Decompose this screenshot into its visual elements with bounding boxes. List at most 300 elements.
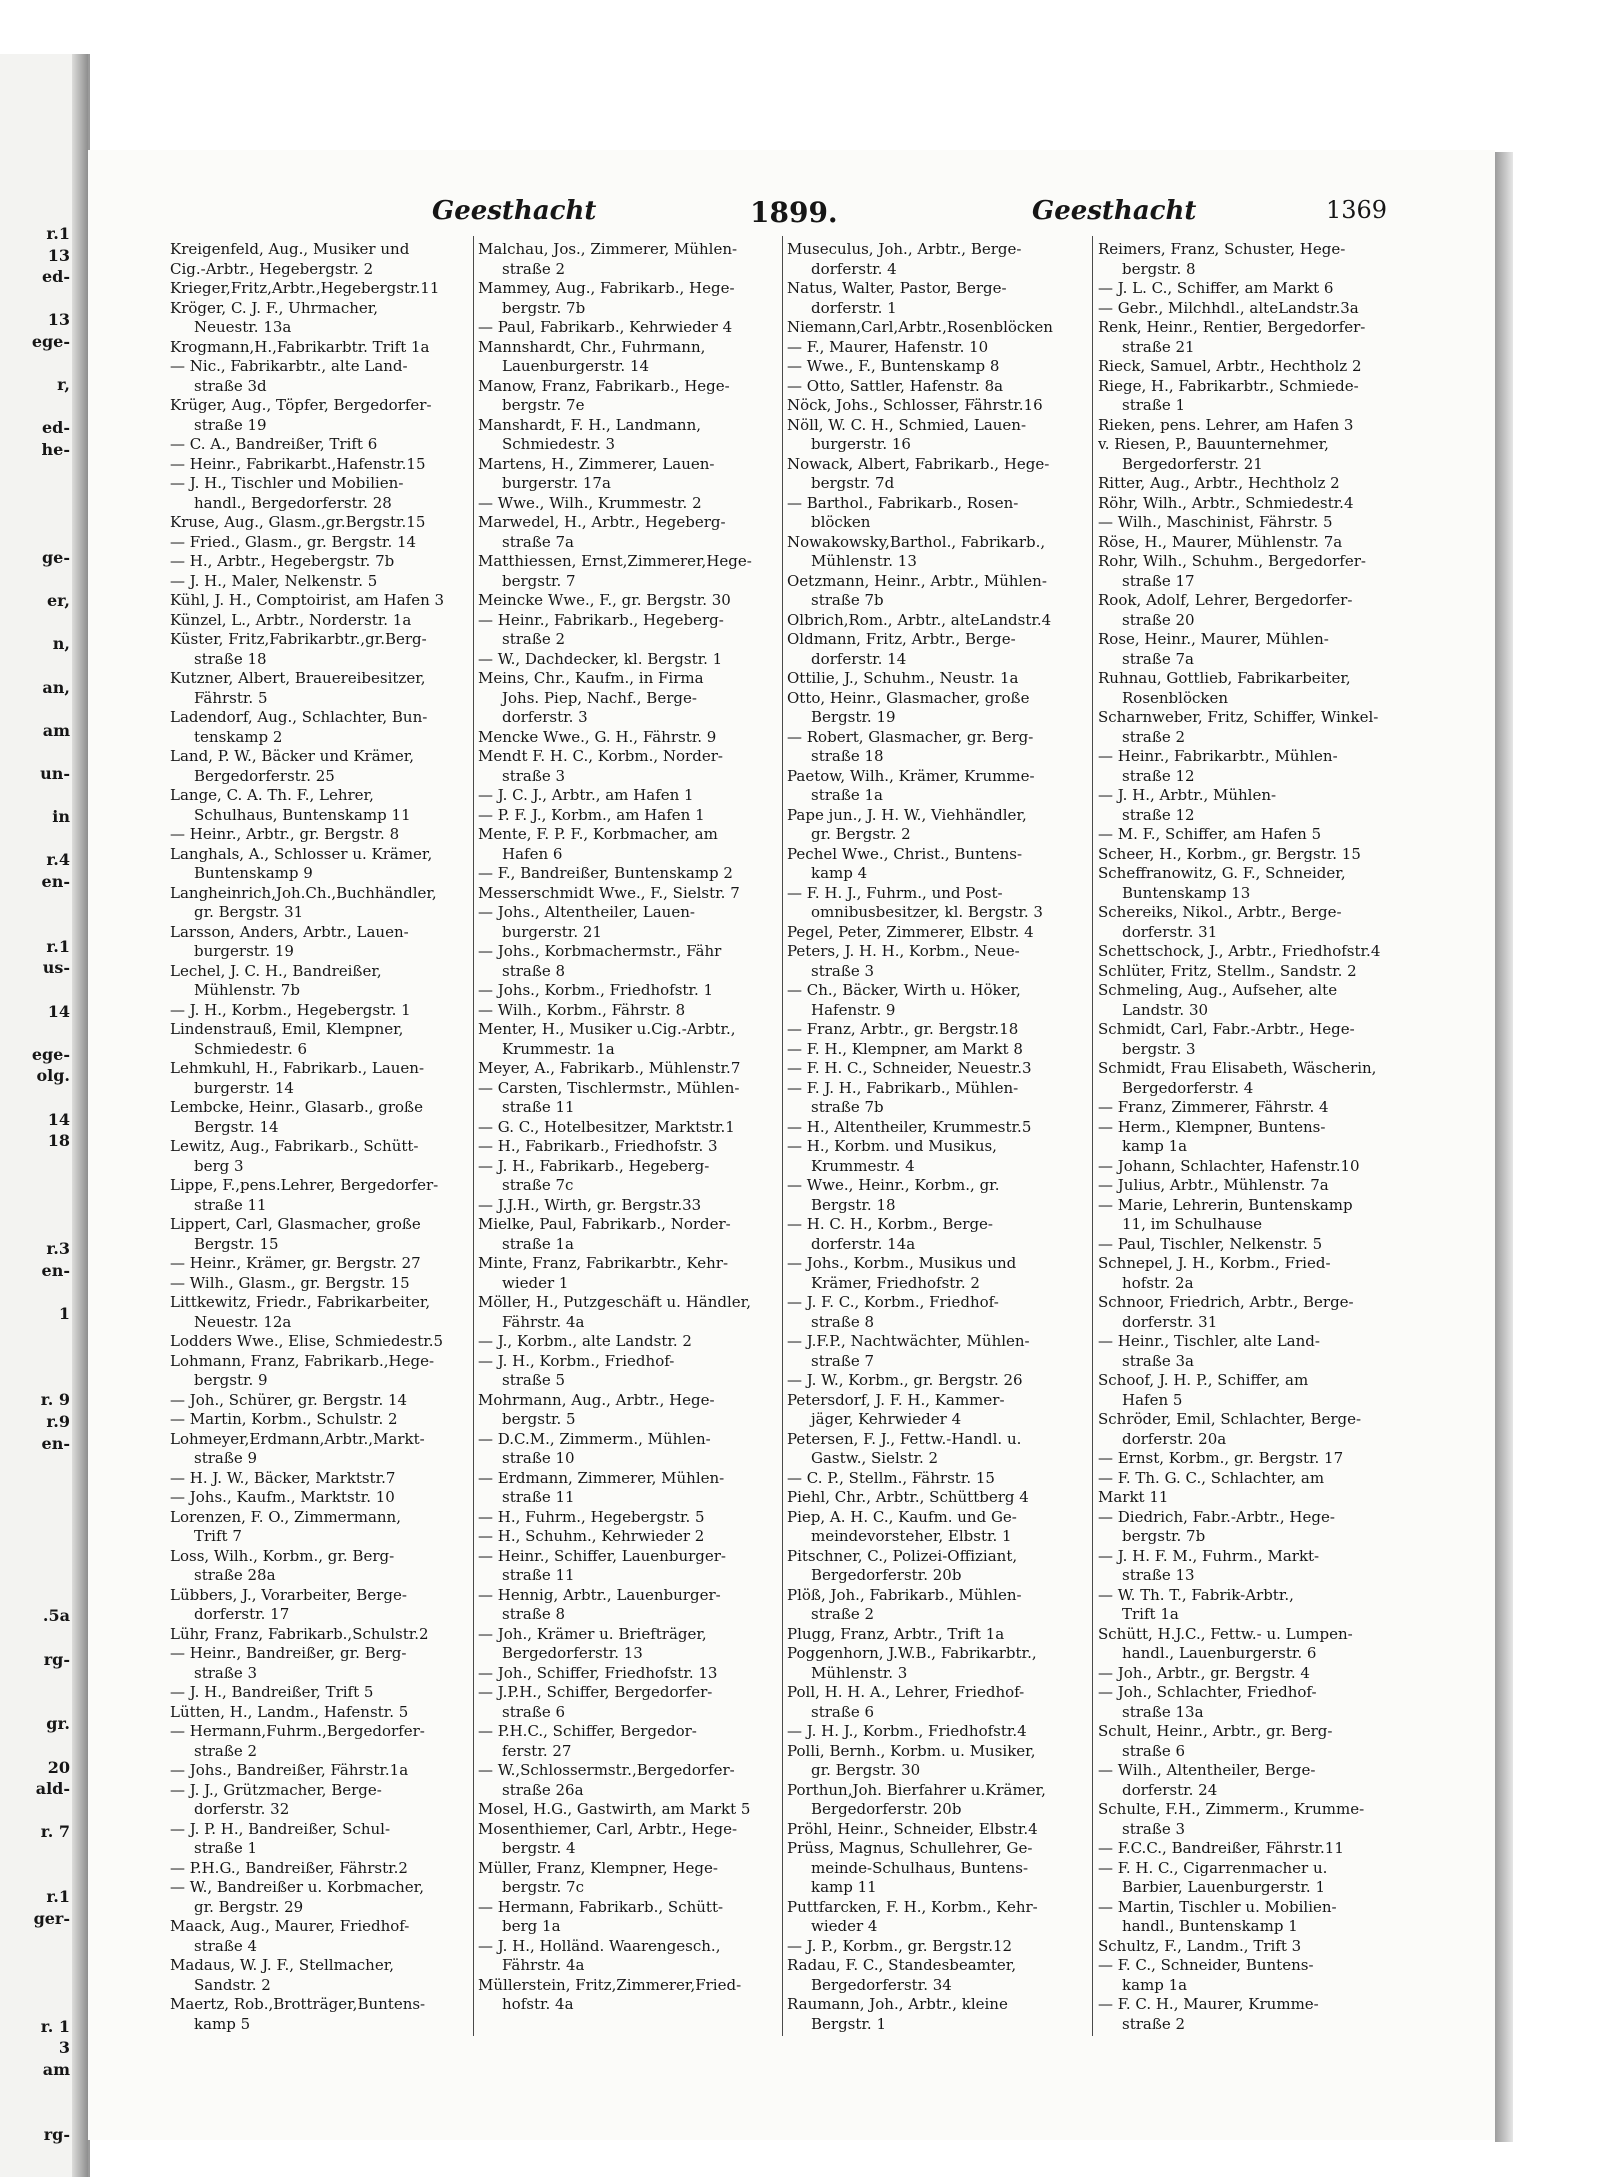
facing-page-fragment: r.1	[46, 1887, 70, 1907]
directory-line: — Diedrich, Fabr.-Arbtr., Hege-	[1098, 1507, 1335, 1526]
directory-line: Schmidt, Carl, Fabr.-Arbtr., Hege-	[1098, 1020, 1355, 1038]
directory-line: — Marie, Lehrerin, Buntenskamp	[1098, 1195, 1353, 1214]
directory-line: — J. P., Korbm., gr. Bergstr.12	[787, 1936, 1013, 1955]
directory-line: Paetow, Wilh., Krämer, Krumme-	[787, 766, 1035, 785]
facing-page-fragment: en-	[41, 872, 70, 891]
directory-line: dorferstr. 1	[811, 298, 897, 317]
directory-line: — Barthol., Fabrikarb., Rosen-	[787, 493, 1019, 512]
directory-line: Kruse, Aug., Glasm.,gr.Bergstr.15	[170, 513, 426, 531]
directory-line: — Ch., Bäcker, Wirth u. Höker,	[787, 981, 1021, 999]
directory-line: — F. H. C., Cigarrenmacher u.	[1098, 1858, 1328, 1877]
directory-line: — Heinr., Fabrikarb., Hegeberg-	[478, 610, 724, 629]
directory-line: Müllerstein, Fritz,Zimmerer,Fried-	[478, 1975, 742, 1994]
directory-line: straße 8	[502, 1605, 566, 1623]
directory-line: Lehmkuhl, H., Fabrikarb., Lauen-	[170, 1059, 425, 1077]
directory-line: straße 9	[194, 1449, 258, 1467]
directory-line: — Franz, Arbtr., gr. Bergstr.18	[787, 1020, 1019, 1038]
directory-line: dorferstr. 31	[1122, 922, 1218, 941]
directory-line: — F. C., Schneider, Buntens-	[1098, 1956, 1314, 1974]
directory-line: — H., Arbtr., Hegebergstr. 7b	[170, 552, 395, 570]
directory-line: Lechel, J. C. H., Bandreißer,	[170, 961, 382, 980]
directory-line: Manow, Franz, Fabrikarb., Hege-	[478, 376, 730, 395]
directory-line: — Joh., Krämer u. Briefträger,	[478, 1624, 707, 1643]
directory-line: handl., Buntenskamp 1	[1122, 1917, 1298, 1935]
directory-line: — Nic., Fabrikarbtr., alte Land-	[170, 357, 408, 375]
directory-line: Martens, H., Zimmerer, Lauen-	[478, 454, 715, 473]
directory-line: straße 7a	[1122, 649, 1194, 668]
facing-page-fragment: r.9	[46, 1412, 70, 1431]
directory-line: — J. H., Bandreißer, Trift 5	[170, 1683, 374, 1701]
directory-line: bergstr. 7b	[1122, 1527, 1206, 1545]
directory-line: Mannshardt, Chr., Fuhrmann,	[478, 337, 706, 356]
directory-line: Schütt, H.J.C., Fettw.- u. Lumpen-	[1098, 1624, 1353, 1643]
directory-line: Buntenskamp 9	[194, 864, 313, 882]
directory-line: Mosenthiemer, Carl, Arbtr., Hege-	[478, 1819, 738, 1838]
directory-line: — P.H.C., Schiffer, Bergedor-	[478, 1722, 697, 1740]
directory-line: — F. Th. G. C., Schlachter, am	[1098, 1468, 1325, 1487]
directory-line: Lohmeyer,Erdmann,Arbtr.,Markt-	[170, 1429, 425, 1448]
directory-line: gr. Bergstr. 29	[194, 1897, 304, 1916]
directory-line: wieder 4	[811, 1917, 878, 1935]
directory-line: straße 21	[1122, 337, 1195, 356]
directory-line: bergstr. 7c	[502, 1878, 584, 1896]
directory-line: — C. A., Bandreißer, Trift 6	[170, 435, 378, 453]
directory-line: — Johann, Schlachter, Hafenstr.10	[1098, 1156, 1360, 1175]
directory-line: — Hermann, Fabrikarb., Schütt-	[478, 1897, 724, 1916]
directory-line: Röhr, Wilh., Arbtr., Schmiedestr.4	[1098, 493, 1354, 512]
directory-line: Schult, Heinr., Arbtr., gr. Berg-	[1098, 1722, 1333, 1740]
facing-page-fragment: gr.	[46, 1714, 70, 1734]
directory-line: Krämer, Friedhofstr. 2	[811, 1273, 980, 1292]
directory-line: straße 7b	[811, 591, 884, 609]
directory-line: Trift 7	[194, 1527, 242, 1545]
directory-line: — Erdmann, Zimmerer, Mühlen-	[478, 1468, 725, 1487]
directory-line: dorferstr. 4	[811, 259, 897, 278]
directory-line: — J. L. C., Schiffer, am Markt 6	[1098, 279, 1334, 297]
directory-line: bergstr. 7b	[502, 298, 586, 317]
facing-page-fragment: 20	[47, 1757, 70, 1777]
directory-line: Land, P. W., Bäcker und Krämer,	[170, 747, 415, 765]
directory-line: — F. C. H., Maurer, Krumme-	[1098, 1995, 1319, 2013]
directory-line: kamp 4	[811, 864, 868, 882]
directory-line: — Wilh., Glasm., gr. Bergstr. 15	[170, 1273, 410, 1292]
facing-page-fragment: ege-	[31, 332, 70, 351]
directory-line: dorferstr. 31	[1122, 1312, 1218, 1331]
facing-page-fragment: ege-	[31, 1044, 70, 1064]
directory-line: straße 6	[1122, 1741, 1186, 1760]
facing-page-fragment: ald-	[35, 1779, 70, 1799]
directory-line: — D.C.M., Zimmerm., Mühlen-	[478, 1429, 711, 1448]
directory-line: straße 2	[502, 630, 566, 648]
directory-line: Hafen 6	[502, 844, 563, 863]
directory-line: bergstr. 3	[1122, 1039, 1196, 1058]
directory-line: tenskamp 2	[194, 727, 283, 746]
directory-line: Schnoor, Friedrich, Arbtr., Berge-	[1098, 1293, 1354, 1311]
directory-line: Piep, A. H. C., Kaufm. und Ge-	[787, 1507, 1017, 1526]
directory-line: straße 3	[502, 766, 566, 785]
directory-line: — Wwe., F., Buntenskamp 8	[787, 357, 1000, 375]
directory-line: Mencke Wwe., G. H., Fährstr. 9	[478, 727, 717, 746]
facing-page-fragment: 14	[47, 1001, 70, 1021]
directory-line: straße 7a	[502, 532, 574, 551]
directory-line: burgerstr. 17a	[502, 474, 611, 492]
directory-line: Kühl, J. H., Comptoirist, am Hafen 3	[170, 591, 445, 609]
directory-line: Bergedorferstr. 34	[811, 1975, 952, 1994]
directory-line: Natus, Walter, Pastor, Berge-	[787, 279, 1007, 297]
directory-line: — H., Schuhm., Kehrwieder 2	[478, 1527, 705, 1545]
directory-line: — Paul, Tischler, Nelkenstr. 5	[1098, 1234, 1323, 1253]
directory-line: Bergedorferstr. 25	[194, 766, 335, 785]
directory-line: Schmidt, Frau Elisabeth, Wäscherin,	[1098, 1059, 1377, 1077]
directory-line: straße 2	[811, 1605, 875, 1623]
page-number: 1369	[1326, 196, 1388, 224]
directory-line: Nöck, Johs., Schlosser, Fährstr.16	[787, 396, 1043, 414]
directory-line: — Johs., Kaufm., Marktstr. 10	[170, 1488, 395, 1506]
directory-line: Niemann,Carl,Arbtr.,Rosenblöcken	[787, 318, 1053, 336]
directory-line: — F.C.C., Bandreißer, Fährstr.11	[1098, 1839, 1344, 1857]
directory-line: straße 5	[502, 1371, 566, 1389]
facing-page-fragment: ed-	[41, 418, 70, 438]
directory-line: Ladendorf, Aug., Schlachter, Bun-	[170, 708, 428, 726]
directory-line: — Wwe., Heinr., Korbm., gr.	[787, 1176, 1000, 1194]
directory-line: — J. H., Korbm., Hegebergstr. 1	[170, 1000, 411, 1019]
facing-page-fragment: r.1	[46, 224, 70, 243]
directory-line: meinde-Schulhaus, Buntens-	[811, 1858, 1029, 1877]
directory-line: Rieken, pens. Lehrer, am Hafen 3	[1098, 415, 1354, 434]
facing-page-fragment: 3	[58, 2038, 70, 2058]
directory-line: straße 10	[502, 1449, 575, 1467]
facing-page-fragment: r,	[57, 375, 70, 395]
directory-line: Schereiks, Nikol., Arbtr., Berge-	[1098, 903, 1342, 921]
directory-line: Mendt F. H. C., Korbm., Norder-	[478, 747, 723, 765]
directory-line: — J.P.H., Schiffer, Bergedorfer-	[478, 1683, 713, 1701]
directory-line: Fährstr. 4a	[502, 1312, 585, 1331]
directory-line: Bergedorferstr. 21	[1122, 454, 1263, 473]
directory-line: Menter, H., Musiker u.Cig.-Arbtr.,	[478, 1020, 736, 1038]
directory-line: — J. J., Grützmacher, Berge-	[170, 1780, 382, 1799]
directory-line: — Hennig, Arbtr., Lauenburger-	[478, 1585, 721, 1604]
directory-line: straße 11	[502, 1098, 575, 1116]
directory-line: — Franz, Zimmerer, Fährstr. 4	[1098, 1098, 1329, 1116]
directory-line: — J. H. J., Korbm., Friedhofstr.4	[787, 1722, 1027, 1740]
directory-line: Nowack, Albert, Fabrikarb., Hege-	[787, 454, 1050, 473]
directory-line: Schettschock, J., Arbtr., Friedhofstr.4	[1098, 942, 1381, 960]
directory-line: straße 1a	[811, 786, 883, 804]
directory-line: Meins, Chr., Kaufm., in Firma	[478, 669, 704, 687]
directory-line: Peters, J. H. H., Korbm., Neue-	[787, 942, 1020, 960]
directory-line: Ruhnau, Gottlieb, Fabrikarbeiter,	[1098, 669, 1351, 687]
directory-line: omnibusbesitzer, kl. Bergstr. 3	[811, 903, 1043, 921]
facing-page-fragment: r. 1	[40, 2016, 70, 2036]
directory-line: straße 28a	[194, 1566, 276, 1584]
directory-line: Lewitz, Aug., Fabrikarb., Schütt-	[170, 1137, 419, 1155]
facing-page-fragment: rg-	[43, 1649, 70, 1669]
directory-column-1	[170, 240, 476, 2040]
facing-page-fragment: un-	[40, 764, 70, 783]
facing-page-fragment: 14	[47, 1109, 70, 1129]
directory-line: Lembcke, Heinr., Glasarb., große	[170, 1098, 423, 1116]
directory-line: — W., Bandreißer u. Korbmacher,	[170, 1878, 424, 1896]
directory-line: bergstr. 7	[502, 571, 576, 590]
directory-line: — Heinr., Arbtr., gr. Bergstr. 8	[170, 825, 400, 843]
directory-line: — H., Fuhrm., Hegebergstr. 5	[478, 1507, 705, 1526]
directory-line: Madaus, W. J. F., Stellmacher,	[170, 1956, 395, 1974]
directory-line: Mohrmann, Aug., Arbtr., Hege-	[478, 1390, 715, 1409]
directory-line: — Heinr., Schiffer, Lauenburger-	[478, 1546, 726, 1565]
directory-line: hofstr. 4a	[502, 1995, 574, 2013]
directory-line: Puttfarcken, F. H., Korbm., Kehr-	[787, 1897, 1038, 1916]
directory-line: — Johs., Bandreißer, Fährstr.1a	[170, 1761, 409, 1779]
directory-line: Lübbers, J., Vorarbeiter, Berge-	[170, 1585, 407, 1604]
directory-line: Renk, Heinr., Rentier, Bergedorfer-	[1098, 318, 1366, 336]
facing-page-edge	[0, 54, 90, 2177]
directory-line: Kreigenfeld, Aug., Musiker und	[170, 240, 410, 258]
directory-line: ferstr. 27	[502, 1741, 572, 1760]
directory-line: straße 2	[1122, 2014, 1186, 2033]
directory-line: Meyer, A., Fabrikarb., Mühlenstr.7	[478, 1059, 741, 1077]
directory-line: Lange, C. A. Th. F., Lehrer,	[170, 786, 374, 804]
directory-line: — Joh., Schlachter, Friedhof-	[1098, 1683, 1317, 1701]
directory-line: gr. Bergstr. 2	[811, 825, 911, 843]
directory-line: — P.H.G., Bandreißer, Fährstr.2	[170, 1858, 408, 1877]
directory-line: — Joh., Arbtr., gr. Bergstr. 4	[1098, 1663, 1310, 1682]
directory-line: Rose, Heinr., Maurer, Mühlen-	[1098, 630, 1329, 648]
directory-line: Nowakowsky,Barthol., Fabrikarb.,	[787, 532, 1046, 551]
directory-line: straße 11	[194, 1195, 267, 1214]
facing-page-fragment: us-	[42, 958, 70, 978]
directory-line: Plugg, Franz, Arbtr., Trift 1a	[787, 1624, 1005, 1643]
directory-line: Larsson, Anders, Arbtr., Lauen-	[170, 922, 409, 941]
directory-line: — Wilh., Maschinist, Fährstr. 5	[1098, 513, 1333, 531]
directory-line: Poll, H. H. A., Lehrer, Friedhof-	[787, 1683, 1025, 1701]
directory-line: Lauenburgerstr. 14	[502, 357, 650, 375]
directory-line: Schnepel, J. H., Korbm., Fried-	[1098, 1254, 1331, 1272]
directory-line: straße 7c	[502, 1176, 574, 1194]
directory-line: Pitschner, C., Polizei-Offiziant,	[787, 1546, 1018, 1565]
facing-page-fragment: ger-	[33, 1908, 70, 1928]
directory-line: Schröder, Emil, Schlachter, Berge-	[1098, 1410, 1362, 1428]
directory-line: — Heinr., Krämer, gr. Bergstr. 27	[170, 1254, 421, 1272]
directory-line: Schoof, J. H. P., Schiffer, am	[1098, 1371, 1309, 1389]
directory-column-2	[478, 240, 784, 2040]
directory-line: Bergedorferstr. 20b	[811, 1800, 962, 1818]
directory-line: v. Riesen, P., Bauunternehmer,	[1098, 435, 1329, 453]
directory-line: Nöll, W. C. H., Schmied, Lauen-	[787, 415, 1027, 434]
directory-line: Krieger,Fritz,Arbtr.,Hegebergstr.11	[170, 279, 440, 297]
directory-line: Schulhaus, Buntenskamp 11	[194, 805, 411, 824]
facing-page-fragment: .5a	[42, 1606, 70, 1626]
book-spine	[72, 54, 88, 2177]
directory-line: Markt 11	[1098, 1488, 1169, 1506]
running-head-left: Geesthacht	[432, 196, 597, 226]
directory-line: — Johs., Korbm., Musikus und	[787, 1254, 1017, 1272]
directory-line: burgerstr. 19	[194, 942, 294, 960]
directory-line: Mühlenstr. 7b	[194, 981, 300, 999]
directory-line: — J. W., Korbm., gr. Bergstr. 26	[787, 1371, 1023, 1389]
directory-line: — F., Maurer, Hafenstr. 10	[787, 337, 989, 356]
directory-line: dorferstr. 20a	[1122, 1429, 1227, 1448]
directory-line: bergstr. 7e	[502, 396, 585, 414]
directory-line: Bergstr. 15	[194, 1234, 279, 1253]
facing-page-fragment: rg-	[43, 2124, 70, 2144]
directory-line: — W.,Schlossermstr.,Bergedorfer-	[478, 1761, 735, 1779]
directory-line: bergstr. 4	[502, 1839, 576, 1857]
directory-line: Maack, Aug., Maurer, Friedhof-	[170, 1917, 410, 1935]
directory-line: — J. C. J., Arbtr., am Hafen 1	[478, 786, 694, 804]
directory-line: Bergstr. 18	[811, 1195, 896, 1214]
directory-line: Bergedorferstr. 13	[502, 1644, 643, 1662]
directory-line: — J. H., Fabrikarb., Hegeberg-	[478, 1156, 710, 1175]
directory-line: Lohmann, Franz, Fabrikarb.,Hege-	[170, 1351, 435, 1370]
directory-line: Schlüter, Fritz, Stellm., Sandstr. 2	[1098, 961, 1357, 980]
facing-page-fragment: 13	[47, 245, 70, 265]
directory-line: straße 3	[1122, 1819, 1186, 1838]
directory-line: — Heinr., Bandreißer, gr. Berg-	[170, 1644, 407, 1662]
directory-line: Lühr, Franz, Fabrikarb.,Schulstr.2	[170, 1624, 429, 1643]
directory-line: bergstr. 5	[502, 1410, 576, 1428]
directory-line: Mammey, Aug., Fabrikarb., Hege-	[478, 279, 735, 297]
directory-line: — F. H. J., Fuhrm., und Post-	[787, 883, 1003, 902]
directory-line: Bergstr. 19	[811, 708, 896, 726]
directory-line: Sandstr. 2	[194, 1975, 271, 1994]
directory-line: — H., Altentheiler, Krummestr.5	[787, 1117, 1032, 1136]
directory-line: burgerstr. 14	[194, 1078, 294, 1097]
directory-line: — H. J. W., Bäcker, Marktstr.7	[170, 1468, 396, 1487]
directory-line: — Paul, Fabrikarb., Kehrwieder 4	[478, 318, 733, 336]
directory-line: Plöß, Joh., Fabrikarb., Mühlen-	[787, 1585, 1022, 1604]
directory-line: straße 7b	[811, 1098, 884, 1116]
directory-line: dorferstr. 3	[502, 708, 588, 726]
directory-line: — H., Fabrikarb., Friedhofstr. 3	[478, 1137, 718, 1155]
directory-line: Manshardt, F. H., Landmann,	[478, 415, 702, 434]
directory-line: Langhals, A., Schlosser u. Krämer,	[170, 844, 433, 863]
directory-line: — F. H., Klempner, am Markt 8	[787, 1039, 1023, 1058]
directory-line: Marwedel, H., Arbtr., Hegeberg-	[478, 513, 726, 531]
directory-line: Müller, Franz, Klempner, Hege-	[478, 1858, 718, 1877]
facing-page-fragment: er,	[46, 591, 70, 611]
directory-line: — W., Dachdecker, kl. Bergstr. 1	[478, 649, 723, 668]
directory-line: Pröhl, Heinr., Schneider, Elbstr.4	[787, 1819, 1038, 1838]
directory-line: — Johs., Korbm., Friedhofstr. 1	[478, 981, 714, 999]
directory-line: Röse, H., Maurer, Mühlenstr. 7a	[1098, 532, 1343, 551]
directory-line: dorferstr. 14a	[811, 1234, 916, 1253]
facing-page-fragment: ge-	[41, 548, 70, 567]
directory-line: — Gebr., Milchhdl., alteLandstr.3a	[1098, 298, 1359, 317]
directory-line: — Carsten, Tischlermstr., Mühlen-	[478, 1078, 740, 1097]
directory-line: gr. Bergstr. 30	[811, 1761, 921, 1779]
directory-line: Littkewitz, Friedr., Fabrikarbeiter,	[170, 1293, 431, 1311]
directory-line: straße 1	[1122, 396, 1186, 414]
directory-line: Maertz, Rob.,Brotträger,Buntens-	[170, 1995, 426, 2013]
directory-line: Hafenstr. 9	[811, 1000, 896, 1019]
directory-line: — P. F. J., Korbm., am Hafen 1	[478, 805, 705, 824]
directory-line: Meincke Wwe., F., gr. Bergstr. 30	[478, 591, 731, 609]
running-head-year: 1899.	[750, 196, 838, 229]
directory-line: Pegel, Peter, Zimmerer, Elbstr. 4	[787, 922, 1034, 941]
directory-line: Krummestr. 4	[811, 1156, 915, 1175]
directory-line: Lippert, Carl, Glasmacher, große	[170, 1215, 421, 1233]
directory-line: — J.J.H., Wirth, gr. Bergstr.33	[478, 1195, 702, 1214]
directory-line: dorferstr. 17	[194, 1605, 290, 1623]
directory-line: Krüger, Aug., Töpfer, Bergedorfer-	[170, 396, 432, 414]
directory-line: straße 13	[1122, 1566, 1195, 1584]
directory-line: — Robert, Glasmacher, gr. Berg-	[787, 727, 1034, 746]
directory-line: blöcken	[811, 513, 871, 531]
directory-line: Scheffranowitz, G. F., Schneider,	[1098, 864, 1346, 882]
directory-line: Fährstr. 4a	[502, 1956, 585, 1974]
directory-line: Mühlenstr. 13	[811, 552, 917, 570]
facing-page-fragment: r.1	[46, 936, 70, 956]
directory-line: straße 26a	[502, 1780, 584, 1799]
directory-line: Krummestr. 1a	[502, 1039, 615, 1058]
directory-line: Rieck, Samuel, Arbtr., Hechtholz 2	[1098, 357, 1362, 375]
directory-line: Langheinrich,Joh.Ch.,Buchhändler,	[170, 883, 437, 902]
directory-line: Mühlenstr. 3	[811, 1663, 908, 1682]
directory-line: Petersen, F. J., Fettw.-Handl. u.	[787, 1429, 1022, 1448]
directory-line: — J. P. H., Bandreißer, Schul-	[170, 1819, 391, 1838]
directory-line: — J. H., Maler, Nelkenstr. 5	[170, 571, 378, 590]
directory-line: Polli, Bernh., Korbm. u. Musiker,	[787, 1741, 1036, 1760]
directory-line: kamp 11	[811, 1878, 877, 1896]
directory-line: straße 3d	[194, 376, 267, 395]
directory-line: straße 1	[194, 1839, 258, 1857]
directory-line: Mente, F. P. F., Korbmacher, am	[478, 825, 718, 843]
directory-line: Radau, F. C., Standesbeamter,	[787, 1956, 1017, 1974]
directory-line: Scheer, H., Korbm., gr. Bergstr. 15	[1098, 844, 1361, 863]
directory-line: Barbier, Lauenburgerstr. 1	[1122, 1878, 1325, 1896]
directory-line: meindevorsteher, Elbstr. 1	[811, 1527, 1012, 1545]
directory-line: — Joh., Schürer, gr. Bergstr. 14	[170, 1390, 408, 1409]
directory-line: Scharnweber, Fritz, Schiffer, Winkel-	[1098, 708, 1379, 726]
directory-line: 11, im Schulhause	[1122, 1215, 1263, 1233]
directory-line: straße 8	[811, 1312, 875, 1331]
running-head-right: Geesthacht	[1032, 196, 1197, 226]
directory-line: dorferstr. 24	[1122, 1780, 1218, 1799]
directory-line: Schultz, F., Landm., Trift 3	[1098, 1936, 1302, 1955]
directory-line: straße 1a	[502, 1234, 574, 1253]
directory-line: — Joh., Schiffer, Friedhofstr. 13	[478, 1663, 718, 1682]
directory-line: Messerschmidt Wwe., F., Sielstr. 7	[478, 883, 740, 902]
directory-line: Oetzmann, Heinr., Arbtr., Mühlen-	[787, 571, 1047, 590]
directory-line: — J. H. F. M., Fuhrm., Markt-	[1098, 1546, 1320, 1565]
directory-line: Krogmann,H.,Fabrikarbtr. Trift 1a	[170, 337, 430, 356]
directory-line: Raumann, Joh., Arbtr., kleine	[787, 1995, 1008, 2013]
directory-line: Cig.-Arbtr., Hegebergstr. 2	[170, 259, 374, 278]
directory-line: — Wilh., Korbm., Fährstr. 8	[478, 1000, 686, 1019]
directory-line: — Heinr., Fabrikarbtr., Mühlen-	[1098, 747, 1338, 765]
directory-line: Johs. Piep, Nachf., Berge-	[502, 688, 697, 707]
page-edge-shadow	[1495, 152, 1513, 2142]
directory-line: — H. C. H., Korbm., Berge-	[787, 1215, 994, 1233]
directory-line: Ottilie, J., Schuhm., Neustr. 1a	[787, 669, 1019, 687]
directory-line: Neuestr. 13a	[194, 318, 292, 336]
directory-line: kamp 5	[194, 2014, 251, 2033]
directory-line: straße 8	[502, 961, 566, 980]
facing-page-fragment: r. 9	[40, 1390, 70, 1410]
directory-line: Rook, Adolf, Lehrer, Bergedorfer-	[1098, 591, 1353, 609]
directory-line: straße 17	[1122, 571, 1195, 590]
directory-line: Mielke, Paul, Fabrikarb., Norder-	[478, 1215, 731, 1233]
directory-line: dorferstr. 14	[811, 649, 907, 668]
directory-column-4	[1098, 240, 1404, 2040]
directory-line: straße 6	[502, 1702, 566, 1721]
directory-line: straße 13a	[1122, 1702, 1204, 1721]
directory-line: straße 12	[1122, 766, 1195, 785]
facing-page-fragment: n,	[52, 634, 70, 654]
facing-page-fragment: in	[52, 807, 70, 827]
directory-line: straße 2	[194, 1741, 258, 1760]
directory-line: Petersdorf, J. F. H., Kammer-	[787, 1390, 1005, 1409]
